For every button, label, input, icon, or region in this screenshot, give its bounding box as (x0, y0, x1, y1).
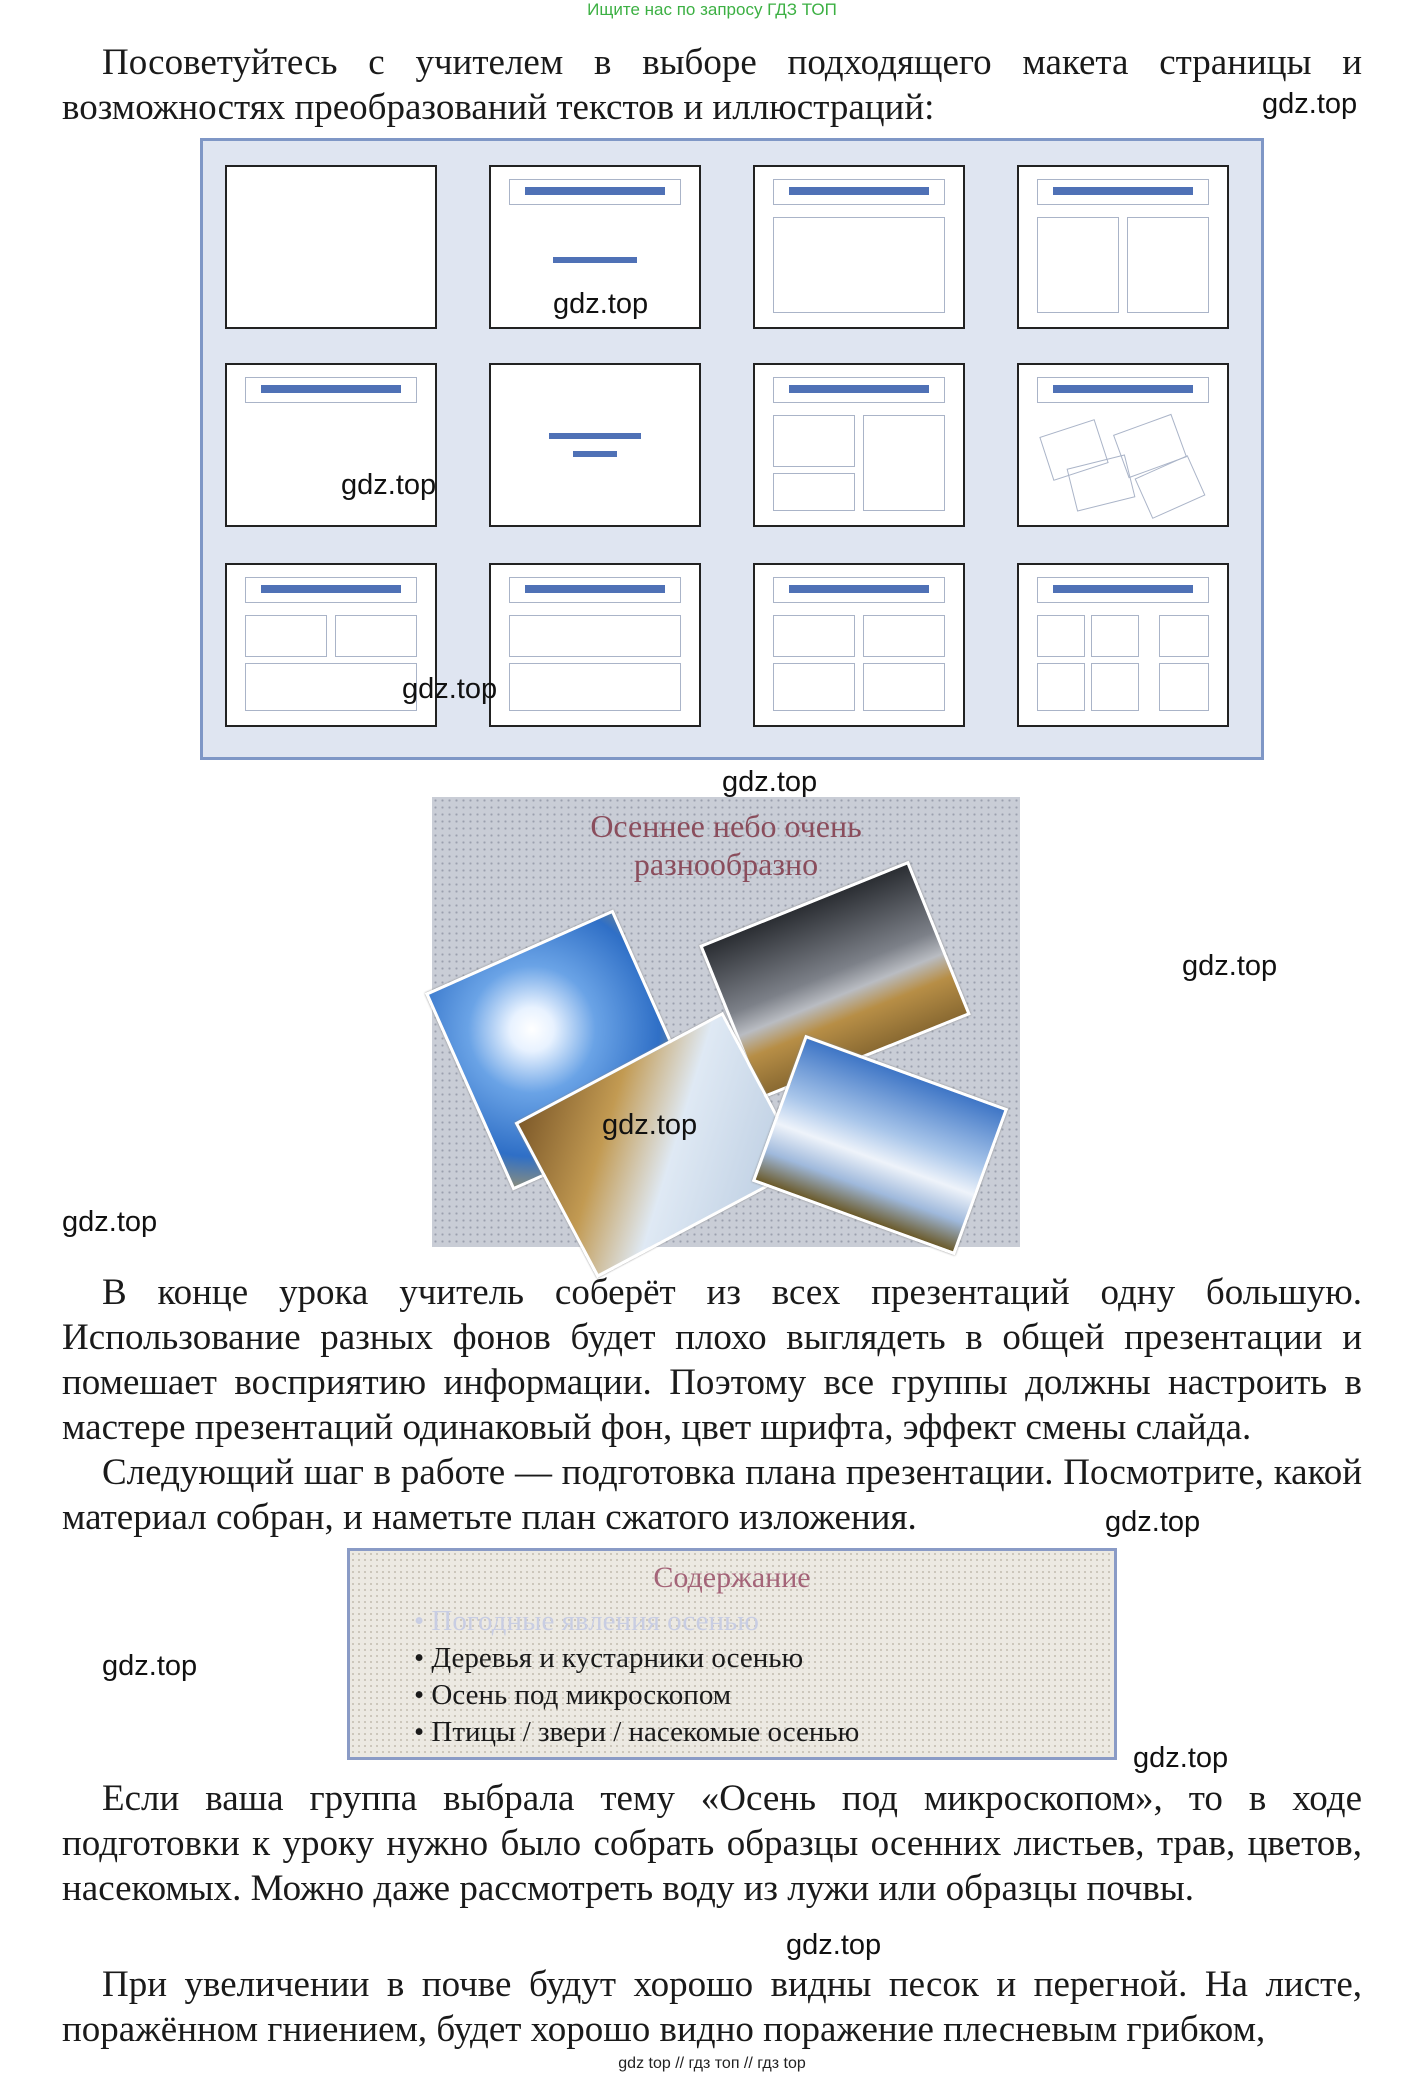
contents-slide (347, 1548, 1117, 1760)
layout-content-stack (489, 563, 701, 727)
autumn-slide-title: Осеннее небо очень разнообразно (590, 808, 862, 882)
paragraph-4-text: Если ваша группа выбрала тему «Осень под микроскопом», то в ходе подготовки к уроку нужно было собрать образцы осенних листьев, трав, цветов, насекомых. Можно даже рассмотреть воду из лужи или образцы почвы. (62, 1778, 1362, 1909)
list-item: • Осень под микроскопом (414, 1679, 732, 1711)
paragraph-1 (62, 40, 1362, 130)
watermark: gdz.top (1133, 1742, 1229, 1774)
layout-picture-collage (1017, 363, 1229, 527)
watermark: gdz.top (722, 766, 818, 798)
watermark: gdz.top (402, 673, 498, 705)
contents-title: Содержание (653, 1561, 811, 1594)
watermark: gdz.top (1262, 88, 1358, 120)
layout-options-panel (200, 138, 1264, 760)
bottom-banner[interactable]: gdz top // гдз топ // гдз top (618, 2055, 806, 2072)
autumn-slide-example (432, 797, 1020, 1247)
watermark: gdz.top (102, 1650, 198, 1682)
paragraph-5-text: При увеличении в почве будут хорошо видны песок и перегной. На листе, поражённом гниением, будет хорошо видно поражение плесневым грибком, (62, 1964, 1362, 2050)
top-banner[interactable]: Ищите нас по запросу ГДЗ ТОП (587, 0, 837, 19)
paragraph-1-text: Посоветуйтесь с учителем в выборе подходящего макета страницы и возможностях преобразований текстов и иллюстраций: (62, 42, 1362, 128)
layout-title-content (753, 165, 965, 329)
list-item: • Деревья и кустарники осенью (414, 1642, 804, 1674)
contents-list (414, 1603, 859, 1751)
watermark: gdz.top (602, 1109, 698, 1141)
layout-content-four-b (1017, 563, 1229, 727)
watermark: gdz.top (62, 1206, 158, 1238)
layout-two-content (1017, 165, 1229, 329)
layout-content-four-a (753, 563, 965, 727)
list-item: • Птицы / звери / насекомые осенью (414, 1716, 860, 1748)
list-item: • Погодные явления осенью (414, 1605, 759, 1637)
layout-comparison (753, 363, 965, 527)
watermark: gdz.top (1105, 1506, 1201, 1538)
paragraph-2-text: В конце урока учитель соберёт из всех презентаций одну большую. Использование разных фонов будет плохо выглядеть в общей презентации и помешает восприятию информации. Поэтому все группы должны настроить в мастере презентаций одинаковый фон, цвет шрифта, эффект смены слайда. (62, 1272, 1362, 1448)
paragraph-2 (62, 1270, 1362, 1450)
watermark: gdz.top (341, 469, 437, 501)
layout-section-header (489, 363, 701, 527)
watermark: gdz.top (786, 1929, 882, 1961)
paragraph-3-text: Следующий шаг в работе — подготовка плана презентации. Посмотрите, какой материал собран, и наметьте план сжатого изложения. (62, 1452, 1362, 1538)
layout-title-only (225, 363, 437, 527)
paragraph-5 (62, 1962, 1362, 2052)
layout-blank (225, 165, 437, 329)
paragraph-4 (62, 1776, 1362, 1911)
watermark: gdz.top (1182, 950, 1278, 982)
watermark: gdz.top (553, 288, 649, 320)
